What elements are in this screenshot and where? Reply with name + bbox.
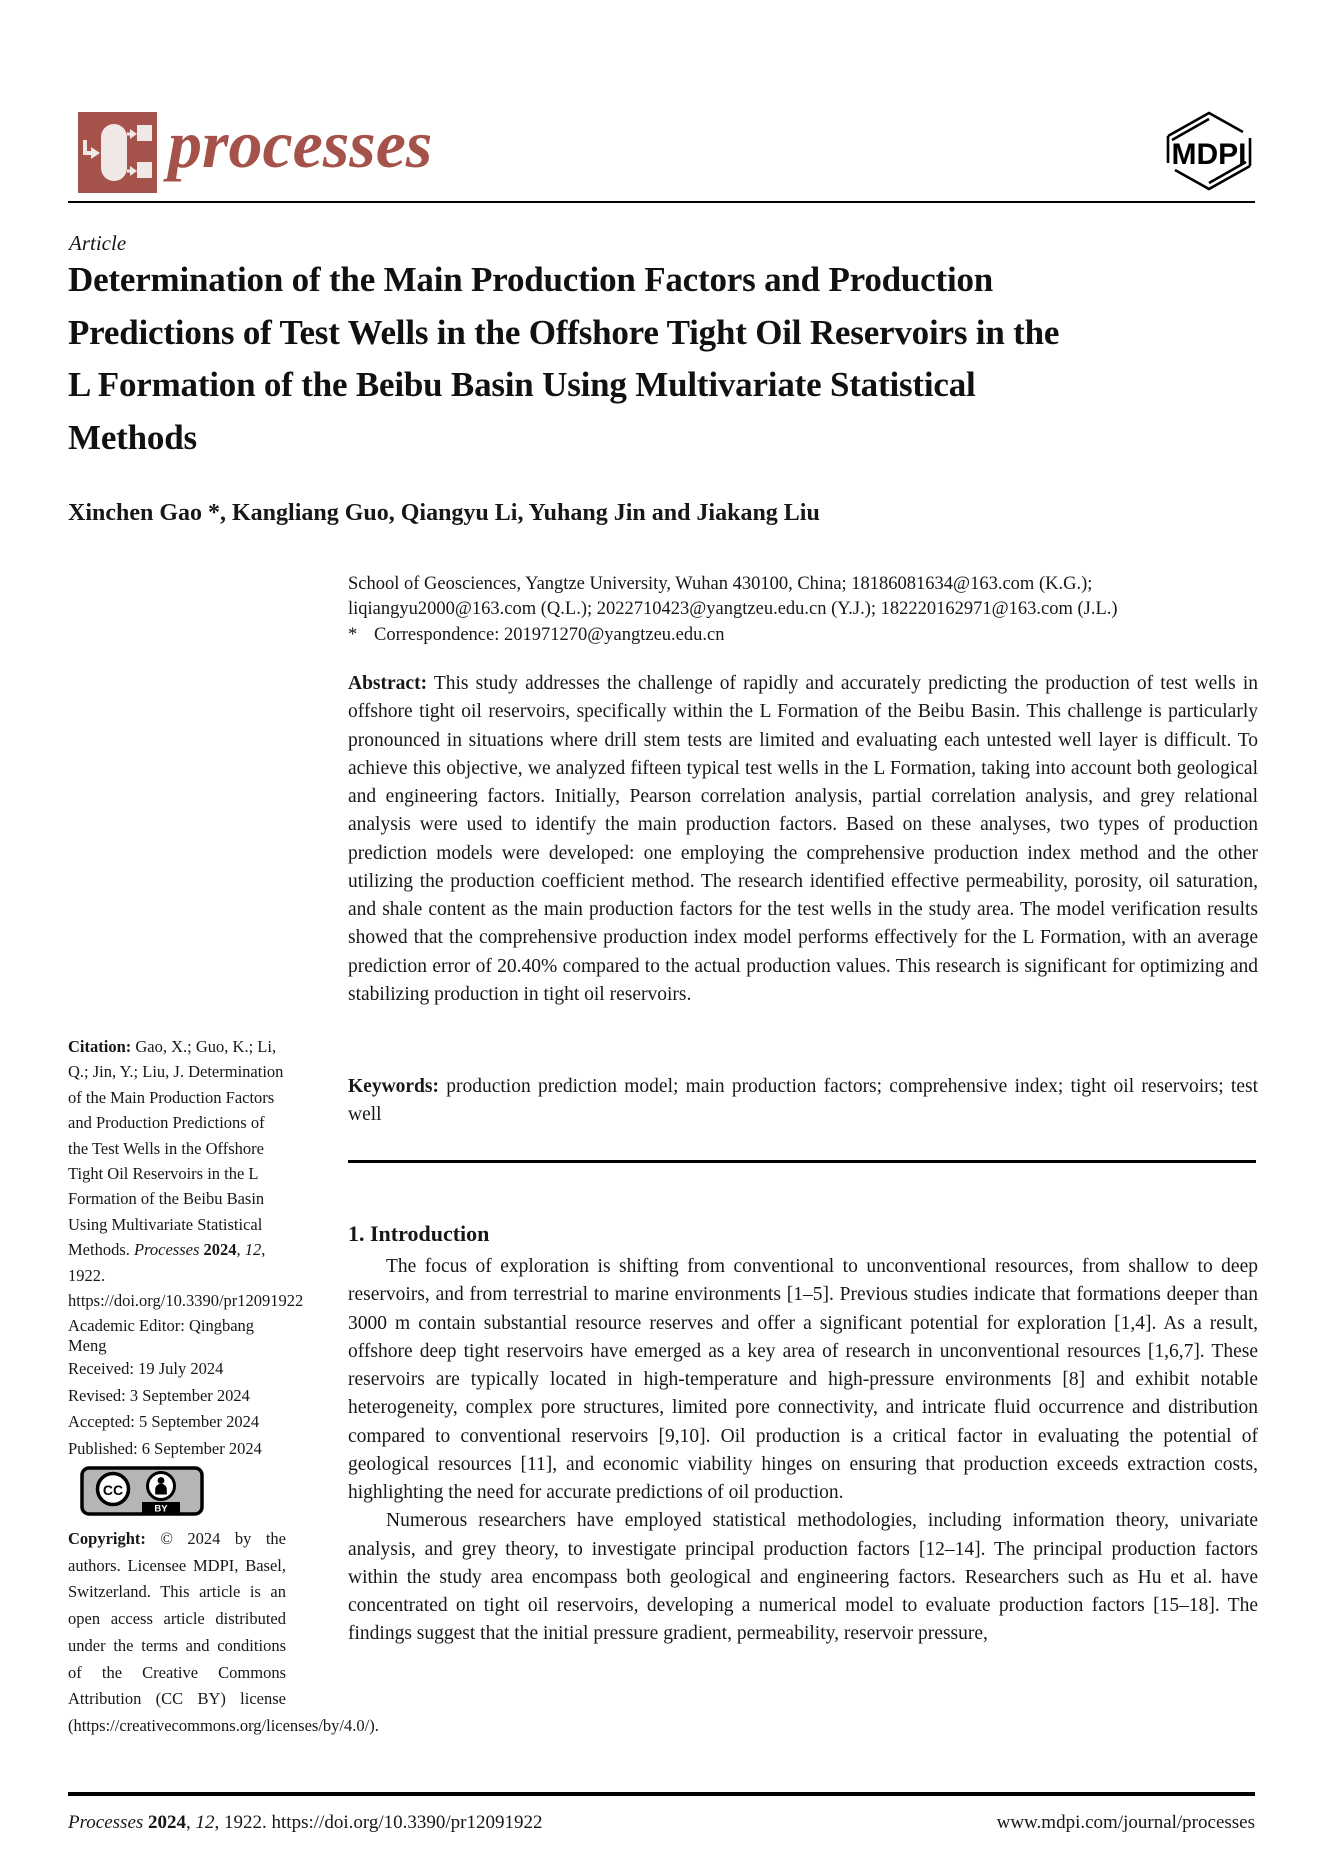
footer-year: 2024: [143, 1812, 187, 1833]
citation-doi-link[interactable]: , 1922. https://doi.org/10.3390/pr12091922: [68, 1240, 304, 1311]
dates-block: [68, 1356, 286, 1463]
affiliation-text: School of Geosciences, Yangtze University, Wuhan 430100, China; 18186081634@163.com (K.G.); liqiangyu2000@163.com (Q.L.); 2022710423@yangtzeu.edu.cn (Y.J.); 182220162971@163.com (J.L.): [348, 574, 1118, 620]
citation-year: 2024: [199, 1240, 237, 1260]
article-title: Determination of the Main Production Factors and Production Predictions of Test Wells in the Offshore Tight Oil Reservoirs in the L Formation of the Beibu Basin Using Multivariate Statistical Methods: [68, 260, 1060, 457]
footer-volume: 12: [195, 1812, 215, 1833]
intro-paragraph-1: The focus of exploration is shifting from conventional to unconventional resources, from shallow to deep reservoirs, and from terrestrial to marine environments [1–5]. Previous studies indicate that formations deeper than 3000 m contain substantial resource reserves and offer a significant potential for exploration [1,4]. As a result, offshore deep tight reservoirs have emerged as a key area of research in unconventional resources [1,6,7]. These reservoirs are typically located in high-temperature and high-pressure environments [8] and exhibit notable heterogeneity, complex pore structures, limited pore connectivity, and intricate fluid occurrence and distribution compared to conventional reservoirs [9,10]. Oil production is a critical factor in evaluating the potential of geological resources [11], and economic viability hinges on ensuring that production exceeds extraction costs, highlighting the need for accurate predictions of oil production.: [348, 1256, 1258, 1504]
footer-citation: [68, 1812, 542, 1834]
keywords-paragraph: [348, 1073, 1258, 1130]
intro-paragraph-2: Numerous researchers have employed statistical methodologies, including information theory, univariate analysis, and grey theory, to investigate principal production factors [12–14]. The principal production factors within the study area encompass both geological and engineering factors. Researchers such as Hu et al. have concentrated on tight oil reservoirs, developing a numerical model to evaluate production factors [15–18]. The findings suggest that the initial pressure gradient, permeability, reservoir pressure,: [348, 1510, 1258, 1645]
revised-date: Revised: 3 September 2024: [68, 1385, 250, 1405]
cc-icon-text: CC: [102, 1482, 124, 1498]
journal-logotype: processes: [168, 106, 433, 182]
introduction-heading: 1. Introduction: [348, 1221, 490, 1246]
correspondence-star: *: [348, 625, 358, 646]
footer-doi-link[interactable]: , 1922. https://doi.org/10.3390/pr12091922: [214, 1812, 543, 1833]
mdpi-logo-text: MDPI: [1171, 138, 1247, 171]
copyright-block: [68, 1526, 379, 1740]
academic-editor-line: Academic Editor: Qingbang Meng: [68, 1316, 255, 1355]
footer-journal-name: Processes: [68, 1812, 144, 1833]
accepted-date: Accepted: 5 September 2024: [68, 1412, 260, 1432]
citation-journal: Processes: [134, 1240, 200, 1260]
by-icon-text: BY: [154, 1503, 168, 1515]
published-date: Published: 6 September 2024: [68, 1439, 262, 1459]
keywords-label: Keywords:: [348, 1076, 439, 1097]
citation-label: Citation:: [68, 1037, 132, 1056]
footer-journal-url[interactable]: www.mdpi.com/journal/processes: [996, 1812, 1255, 1833]
introduction-body: [348, 1253, 1258, 1649]
copyright-label: Copyright:: [68, 1529, 146, 1548]
footer-rule: [68, 1792, 1255, 1796]
citation-separator: ,: [236, 1240, 245, 1260]
cc-by-license-badge[interactable]: [80, 1466, 204, 1521]
keywords-text: production prediction model; main production factors; comprehensive index; tight oil reservoirs; test well: [348, 1076, 1258, 1126]
article-type-label: Article: [69, 231, 127, 255]
abstract-label: Abstract:: [348, 673, 428, 694]
received-date: Received: 19 July 2024: [68, 1359, 224, 1378]
authors-line: Xinchen Gao *, Kangliang Guo, Qiangyu Li, Yuhang Jin and Jiakang Liu: [68, 500, 820, 526]
section-divider-rule: [348, 1160, 1256, 1163]
affiliation-block: [348, 572, 1258, 648]
citation-block: [68, 1034, 304, 1313]
abstract-paragraph: [348, 670, 1258, 1009]
copyright-text: © 2024 by the authors. Licensee MDPI, Basel, Switzerland. This article is an open access article distributed under the terms and conditions of the Creative Commons Attribution (CC BY) license (https://creativecommons.org/licenses/by/4.0/).: [68, 1529, 379, 1736]
header-rule: [68, 201, 1255, 203]
citation-text: Gao, X.; Guo, K.; Li, Q.; Jin, Y.; Liu, J. Determination of the Main Production Factors and Production Predictions of the Test Wells in the Offshore Tight Oil Reservoirs in the L Formation of the Beibu Basin Using Multivariate Statistical Methods.: [68, 1037, 284, 1260]
citation-volume: 12: [244, 1240, 262, 1260]
mdpi-logo-icon: [1161, 106, 1257, 197]
correspondence-line: [348, 623, 1258, 648]
processes-logo-icon: [78, 112, 157, 193]
correspondence-text[interactable]: Correspondence: 201971270@yangtzeu.edu.cn: [374, 625, 725, 646]
abstract-text: This study addresses the challenge of rapidly and accurately predicting the production of test wells in offshore tight oil reservoirs, specifically within the L Formation of the Beibu Basin. This challenge is particularly pronounced in situations where drill stem tests are limited and evaluating each untested well layer is difficult. To achieve this objective, we analyzed fifteen typical test wells in the L Formation, taking into account both geological and engineering factors. Initially, Pearson correlation analysis, partial correlation analysis, and grey relational analysis were used to identify the main production factors. Based on these analyses, two types of production prediction models were developed: one employing the comprehensive production index method and the other utilizing the production coefficient method. The research identified effective permeability, porosity, oil saturation, and shale content as the main production factors for the test wells in the study area. The model verification results showed that the comprehensive production index model performs effectively for the L Formation, with an average prediction error of 20.40% compared to the actual production values. This research is significant for optimizing and stabilizing production in tight oil reservoirs.: [348, 673, 1258, 1005]
footer-separator: ,: [186, 1812, 196, 1833]
